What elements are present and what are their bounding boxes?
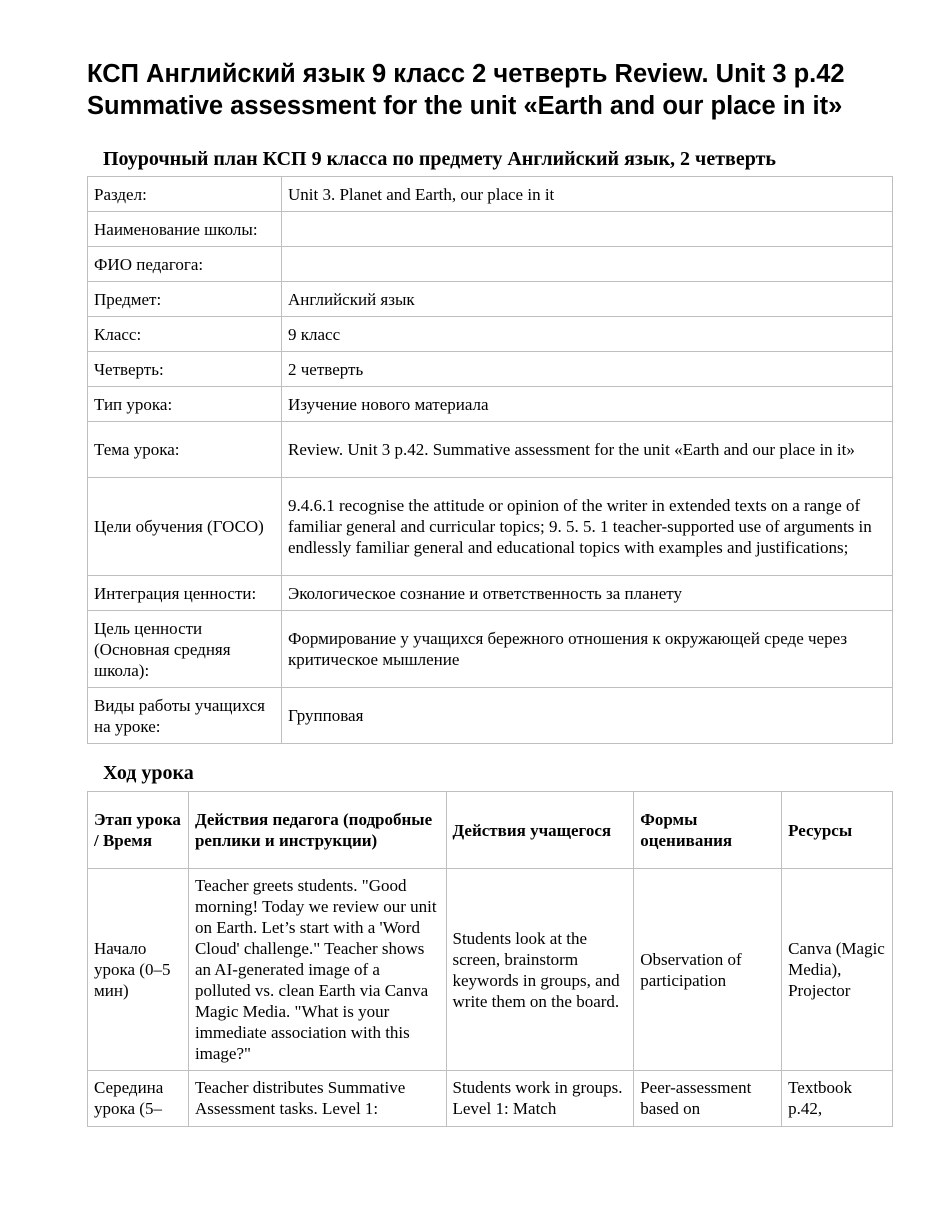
assessment-cell: Observation of participation <box>634 869 782 1071</box>
info-row-grade <box>88 317 893 352</box>
header-teacher-actions: Действия педагога (подробные реплики и инструкции) <box>188 792 446 869</box>
header-resources: Ресурсы <box>782 792 893 869</box>
info-value: 9 класс <box>282 317 893 352</box>
info-label: Тема урока: <box>88 422 282 478</box>
plan-heading: Поурочный план КСП 9 класса по предмету Английский язык, 2 четверть <box>103 148 776 170</box>
info-value: Групповая <box>282 688 893 744</box>
info-value: 2 четверть <box>282 352 893 387</box>
info-value: Английский язык <box>282 282 893 317</box>
info-row-section <box>88 177 893 212</box>
info-value: Экологическое сознание и ответственность за планету <box>282 576 893 611</box>
info-label: Цели обучения (ГОСО) <box>88 478 282 576</box>
info-value <box>282 247 893 282</box>
info-label: Предмет: <box>88 282 282 317</box>
student-actions-cell: Students work in groups. Level 1: Match <box>446 1071 634 1127</box>
info-value: 9.4.6.1 recognise the attitude or opinion of the writer in extended texts on a range of familiar general and curricular topics; 9. 5. 5. 1 teacher-supported use of arguments in endlessly familiar general and educational topics with examples and justifications; <box>282 478 893 576</box>
teacher-actions-cell: Teacher greets students. "Good morning! Today we review our unit on Earth. Let’s start with a 'Word Cloud' challenge." Teacher shows an AI-generated image of a polluted vs. clean Earth via Canva Magic Media. "What is your immediate association with this image?" <box>188 869 446 1071</box>
info-value: Unit 3. Planet and Earth, our place in it <box>282 177 893 212</box>
info-label: Цель ценности (Основная средняя школа): <box>88 611 282 688</box>
student-actions-cell: Students look at the screen, brainstorm keywords in groups, and write them on the board. <box>446 869 634 1071</box>
resources-cell: Canva (Magic Media), Projector <box>782 869 893 1071</box>
info-label: Виды работы учащихся на уроке: <box>88 688 282 744</box>
info-row-teacher <box>88 247 893 282</box>
info-value: Review. Unit 3 p.42. Summative assessment for the unit «Earth and our place in it» <box>282 422 893 478</box>
resources-cell: Textbook p.42, <box>782 1071 893 1127</box>
lesson-course-table <box>87 791 893 1127</box>
header-student-actions: Действия учащегося <box>446 792 634 869</box>
table-row <box>88 1071 893 1127</box>
info-value <box>282 212 893 247</box>
document-title: КСП Английский язык 9 класс 2 четверть Review. Unit 3 p.42 Summative assessment for the unit «Earth and our place in it» <box>87 60 845 120</box>
course-header-row <box>88 792 893 869</box>
teacher-actions-cell: Teacher distributes Summative Assessment tasks. Level 1: <box>188 1071 446 1127</box>
info-row-lesson-topic <box>88 422 893 478</box>
info-label: Наименование школы: <box>88 212 282 247</box>
stage-cell: Начало урока (0–5 мин) <box>88 869 189 1071</box>
info-row-lesson-type <box>88 387 893 422</box>
info-label: ФИО педагога: <box>88 247 282 282</box>
header-stage: Этап урока / Время <box>88 792 189 869</box>
info-row-work-types <box>88 688 893 744</box>
assessment-cell: Peer-assessment based on <box>634 1071 782 1127</box>
stage-cell: Середина урока (5– <box>88 1071 189 1127</box>
info-row-quarter <box>88 352 893 387</box>
info-row-learning-goals <box>88 478 893 576</box>
info-row-subject <box>88 282 893 317</box>
document-page <box>87 58 893 1127</box>
header-assessment: Формы оценивания <box>634 792 782 869</box>
course-heading: Ход урока <box>103 762 194 784</box>
info-label: Интеграция ценности: <box>88 576 282 611</box>
info-value: Изучение нового материала <box>282 387 893 422</box>
info-label: Тип урока: <box>88 387 282 422</box>
info-label: Раздел: <box>88 177 282 212</box>
info-row-school <box>88 212 893 247</box>
info-label: Класс: <box>88 317 282 352</box>
table-row <box>88 869 893 1071</box>
info-row-value-integration <box>88 576 893 611</box>
info-row-value-goal <box>88 611 893 688</box>
info-label: Четверть: <box>88 352 282 387</box>
info-value: Формирование у учащихся бережного отношения к окружающей среде через критическое мышление <box>282 611 893 688</box>
lesson-info-table <box>87 176 893 744</box>
